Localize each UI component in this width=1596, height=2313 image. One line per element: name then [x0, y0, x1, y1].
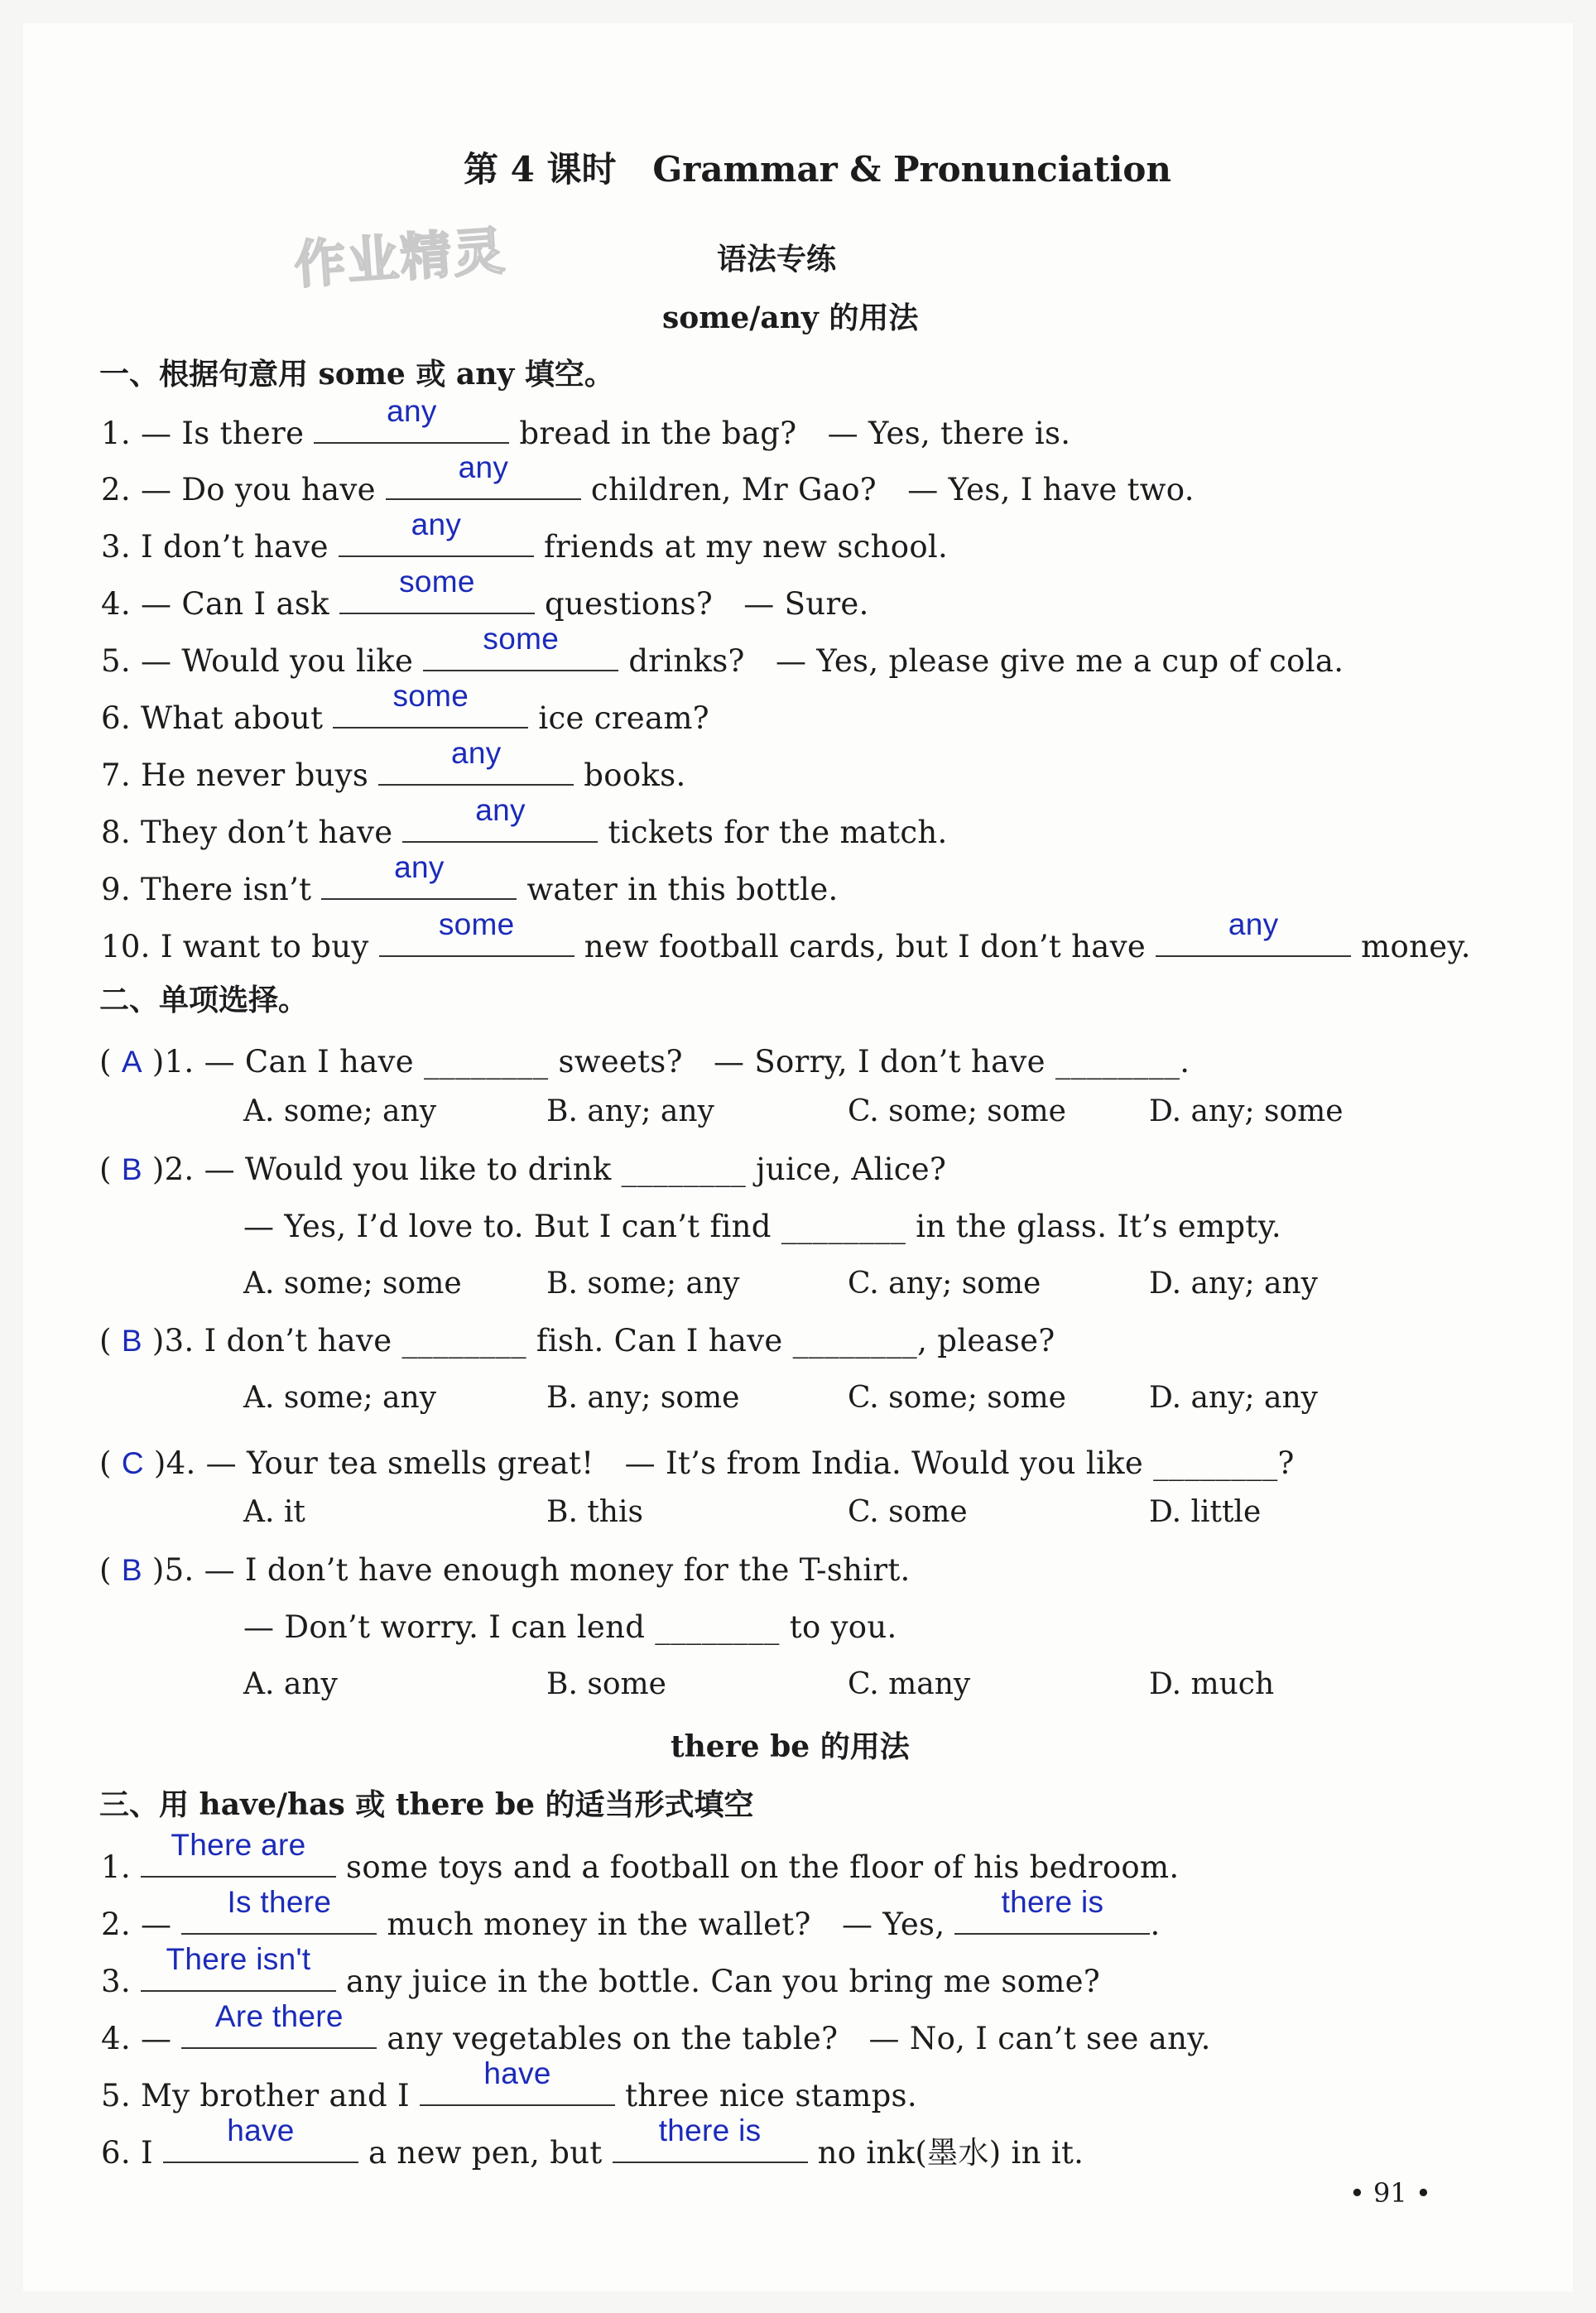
part1-item — [101, 565, 869, 623]
part1-item — [101, 622, 1344, 680]
page-number: • 91 • — [1349, 2177, 1431, 2209]
lesson-title — [464, 142, 1171, 192]
answer-text: B — [121, 1553, 142, 1587]
question-text: I don’t have ________ fish. Can I have ________, please? — [204, 1323, 1055, 1358]
part1-item — [101, 507, 949, 565]
item-number: 2. — [101, 472, 131, 507]
watermark-logo: 作业精灵 — [292, 220, 508, 296]
mc-question — [99, 1323, 1055, 1358]
topic-heading-some-any: some/any 的用法 — [662, 301, 919, 335]
mc-question — [99, 1438, 1295, 1483]
option[interactable]: A. some; some — [243, 1267, 462, 1301]
option[interactable]: D. any; any — [1149, 1381, 1319, 1415]
option[interactable]: D. any; some — [1149, 1094, 1344, 1128]
part1-item — [101, 450, 1195, 509]
topic-heading-there-be: there be 的用法 — [671, 1729, 910, 1764]
item-number: 6. — [101, 700, 131, 736]
answer-text: some — [483, 622, 560, 656]
answer-text: Is there — [227, 1885, 332, 1919]
option[interactable]: B. some — [546, 1667, 666, 1701]
question-text: drinks? — Yes, please give me a cup of cola. — [628, 643, 1344, 679]
question-text: no ink(墨水) in it. — [817, 2135, 1084, 2171]
mc-question — [99, 1036, 1190, 1081]
question-text: books. — [584, 757, 686, 793]
question-text: — I don’t have enough money for the T-shirt. — [204, 1552, 911, 1588]
answer-text: any — [450, 736, 502, 770]
question-text: . — [1150, 1907, 1161, 1942]
answer-blank[interactable] — [402, 793, 598, 843]
item-number: 5. — [101, 2078, 131, 2113]
option[interactable]: A. some; any — [243, 1381, 437, 1415]
answer-blank[interactable] — [163, 2113, 358, 2163]
item-number: )2. — [151, 1152, 195, 1187]
question-text: — Can I ask — [140, 586, 329, 622]
answer-blank[interactable] — [420, 2056, 615, 2106]
answer-text: There isn't — [166, 1942, 311, 1976]
answer-text: have — [483, 2056, 551, 2090]
answer-text: any — [475, 793, 526, 827]
item-number: )3. — [151, 1323, 195, 1358]
question-text: They don’t have — [140, 815, 393, 850]
item-number: 3. — [101, 1964, 131, 1999]
paren: ( — [99, 1445, 112, 1481]
answer-text: any — [387, 394, 437, 428]
answer-blank[interactable] — [386, 450, 581, 500]
question-text: questions? — Sure. — [544, 586, 869, 622]
option[interactable]: C. some; some — [848, 1094, 1066, 1128]
mc-question — [99, 1152, 946, 1187]
mc-question — [99, 1552, 911, 1588]
lesson-number: 第 4 课时 — [464, 149, 617, 190]
item-number: 7. — [101, 757, 131, 793]
part1-item — [101, 907, 1471, 964]
answer-text: some — [399, 565, 475, 599]
answer-blank[interactable] — [314, 394, 509, 444]
question-text: — Your tea smells great! — It’s from India. Would you like ________? — [205, 1445, 1295, 1481]
part3-item — [101, 1885, 1161, 1944]
question-text: children, Mr Gao? — Yes, I have two. — [590, 472, 1195, 507]
item-number: 3. — [101, 529, 131, 565]
answer-blank[interactable] — [378, 736, 574, 786]
answer-text: some — [438, 907, 515, 941]
answer-text: B — [121, 1324, 142, 1358]
item-number: )4. — [153, 1445, 196, 1481]
question-text: a new pen, but — [368, 2135, 603, 2171]
option[interactable]: A. it — [243, 1495, 305, 1529]
item-number: 2. — [101, 1907, 131, 1942]
question-text: I don’t have — [140, 529, 329, 565]
option[interactable]: C. any; some — [848, 1267, 1041, 1301]
item-number: )5. — [151, 1552, 195, 1588]
item-number: 6. — [101, 2135, 131, 2171]
answer-blank[interactable] — [339, 565, 535, 614]
answer-text: Are there — [214, 1999, 344, 2033]
option[interactable]: D. much — [1149, 1667, 1275, 1701]
answer-blank[interactable] — [423, 622, 618, 671]
answer-blank[interactable] — [339, 507, 534, 557]
item-number: 1. — [101, 416, 131, 451]
item-number: 10. — [101, 929, 151, 964]
item-number: )1. — [151, 1044, 195, 1080]
question-text: tickets for the match. — [608, 815, 948, 850]
option[interactable]: B. some; any — [546, 1267, 740, 1301]
part3-item — [101, 1828, 1180, 1885]
paren: ( — [99, 1323, 112, 1358]
question-text: water in this bottle. — [526, 872, 839, 907]
section-1-heading: 一、根据句意用 some 或 any 填空。 — [99, 357, 614, 392]
answer-text: C — [121, 1446, 144, 1480]
question-text: There isn’t — [140, 872, 312, 907]
answer-text: There are — [171, 1828, 306, 1862]
question-text: some toys and a football on the floor of his bedroom. — [346, 1849, 1180, 1885]
answer-blank[interactable] — [181, 1999, 377, 2049]
section-2-heading: 二、单项选择。 — [99, 983, 309, 1017]
item-number: 8. — [101, 815, 131, 850]
part1-item — [101, 394, 1071, 453]
question-text: ice cream? — [538, 700, 709, 736]
question-text: any vegetables on the table? — No, I can’t see any. — [387, 2021, 1211, 2056]
question-text: new football cards, but I don’t have — [584, 929, 1147, 964]
answer-text: there is — [1001, 1885, 1104, 1919]
dash: — — [140, 2021, 172, 2056]
part1-item — [101, 736, 686, 793]
dash: — — [140, 1907, 172, 1942]
part3-item — [101, 2056, 917, 2113]
part1-item — [101, 793, 948, 850]
option[interactable]: D. any; any — [1149, 1267, 1319, 1301]
lesson-title-en: Grammar & Pronunciation — [652, 149, 1171, 190]
question-text: He never buys — [140, 757, 369, 793]
question-text: — Is there — [140, 416, 305, 451]
answer-blank[interactable] — [141, 1828, 336, 1878]
question-text: — Yes, I’d love to. But I can’t find ________ in the glass. It’s empty. — [243, 1209, 1281, 1244]
answer-text: any — [394, 850, 445, 884]
question-text: much money in the wallet? — Yes, — [387, 1907, 945, 1942]
item-number: 5. — [101, 643, 131, 679]
answer-blank[interactable] — [181, 1885, 377, 1935]
question-text: I want to buy — [160, 929, 369, 964]
item-number: 4. — [101, 586, 131, 622]
part3-item — [101, 1999, 1211, 2058]
question-text: — Can I have ________ sweets? — Sorry, I don’t have ________. — [204, 1044, 1190, 1080]
option[interactable]: D. little — [1149, 1495, 1262, 1529]
paren: ( — [99, 1152, 112, 1187]
answer-text: A — [121, 1045, 142, 1079]
option[interactable]: C. some; some — [848, 1381, 1066, 1415]
answer-text: any — [411, 507, 462, 541]
question-text: — Do you have — [140, 472, 376, 507]
answer-blank[interactable] — [333, 679, 528, 729]
answer-blank[interactable] — [613, 2113, 808, 2163]
part1-item — [101, 679, 709, 736]
answer-text: have — [227, 2113, 295, 2147]
answer-text: B — [121, 1152, 142, 1186]
question-text: My brother and I — [140, 2078, 410, 2113]
question-text: three nice stamps. — [625, 2078, 917, 2113]
option[interactable]: B. this — [546, 1495, 643, 1529]
question-text: bread in the bag? — Yes, there is. — [519, 416, 1071, 451]
answer-text: some — [392, 679, 469, 713]
option[interactable]: C. many — [848, 1667, 971, 1701]
paren: ( — [99, 1044, 112, 1080]
answer-blank[interactable] — [954, 1885, 1150, 1935]
paren: ( — [99, 1552, 112, 1588]
answer-text: any — [458, 450, 509, 484]
answer-blank[interactable] — [1156, 907, 1351, 957]
item-number: 1. — [101, 1849, 131, 1885]
question-text: — Would you like to drink ________ juice, Alice? — [204, 1152, 947, 1187]
option[interactable]: A. some; any — [243, 1094, 437, 1128]
option[interactable]: A. any — [243, 1667, 338, 1701]
question-text: — Would you like — [140, 643, 414, 679]
question-text: friends at my new school. — [543, 529, 949, 565]
part1-item — [101, 850, 839, 907]
item-number: 4. — [101, 2021, 131, 2056]
answer-text: there is — [658, 2113, 762, 2147]
question-text: I — [140, 2135, 153, 2171]
item-number: 9. — [101, 872, 131, 907]
part3-item — [101, 1942, 1100, 1999]
answer-blank[interactable] — [321, 850, 517, 900]
answer-text: any — [1228, 907, 1279, 941]
question-text: any juice in the bottle. Can you bring me some? — [346, 1964, 1100, 1999]
question-text: money. — [1361, 929, 1471, 964]
question-text: — Don’t worry. I can lend ________ to you. — [243, 1609, 897, 1645]
answer-blank[interactable] — [379, 907, 574, 957]
section-subtitle: 语法专练 — [717, 242, 837, 277]
option[interactable]: C. some — [848, 1495, 968, 1529]
question-text: What about — [140, 700, 324, 736]
part3-item — [101, 2113, 1084, 2172]
section-3-heading: 三、用 have/has 或 there be 的适当形式填空 — [99, 1787, 754, 1822]
option[interactable]: B. any; any — [546, 1094, 714, 1128]
option[interactable]: B. any; some — [546, 1381, 740, 1415]
answer-blank[interactable] — [141, 1942, 336, 1992]
